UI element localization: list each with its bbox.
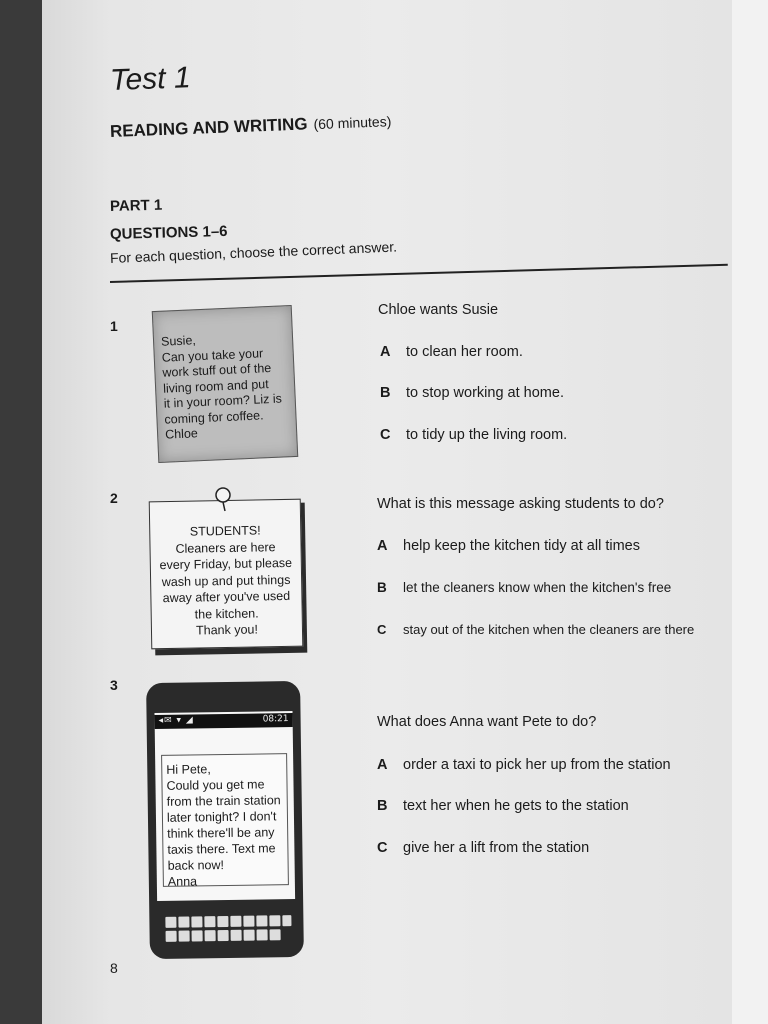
question-number-1: 1 xyxy=(110,318,118,334)
book-page xyxy=(42,0,732,1024)
background-strip xyxy=(732,0,768,1024)
phone-keyboard xyxy=(159,911,294,953)
phone-image xyxy=(146,681,304,959)
notice-line: STUDENTS! xyxy=(189,523,261,539)
instruction-text: For each question, choose the correct answer. xyxy=(109,238,398,266)
message-line: Hi Pete, xyxy=(166,762,211,777)
option-3b[interactable]: B text her when he gets to the station xyxy=(377,798,629,814)
handwritten-note-image xyxy=(152,305,298,463)
message-line: later tonight? I don't xyxy=(166,809,277,825)
section-title-text: READING AND WRITING xyxy=(109,114,308,141)
status-icons: ◂✉ ▾ ◢ xyxy=(158,715,194,726)
message-line: taxis there. Text me xyxy=(167,841,276,857)
note-line: Susie, xyxy=(160,333,197,349)
option-3c[interactable]: C give her a lift from the station xyxy=(377,840,590,856)
note-line: it in your room? Liz is xyxy=(163,391,283,411)
note-line: Chloe xyxy=(164,426,199,442)
note-line: coming for coffee. xyxy=(164,407,264,427)
phone-status-bar xyxy=(155,713,293,729)
note-line: Can you take your xyxy=(161,345,264,365)
option-2a[interactable]: A help keep the kitchen tidy at all times xyxy=(377,538,640,554)
option-3a[interactable]: A order a taxi to pick her up from the station xyxy=(377,757,671,773)
notice-line: Thank you! xyxy=(195,622,259,638)
section-title xyxy=(110,111,392,142)
question-stem-1: Chloe wants Susie xyxy=(378,302,499,318)
message-line: think there'll be any xyxy=(167,825,275,841)
notice-line: wash up and put things xyxy=(161,572,291,589)
question-stem-3: What does Anna want Pete to do? xyxy=(377,714,597,730)
note-line: living room and put xyxy=(162,376,269,396)
message-line: Could you get me xyxy=(166,777,265,793)
option-2c[interactable]: C stay out of the kitchen when the cleaners are there xyxy=(377,622,695,637)
pin-icon xyxy=(212,486,234,512)
section-duration: (60 minutes) xyxy=(313,113,392,133)
text-message xyxy=(161,753,289,887)
option-2b[interactable]: B let the cleaners know when the kitchen's free xyxy=(377,580,672,595)
message-line: back now! xyxy=(167,858,225,873)
part-heading: PART 1 xyxy=(109,196,163,215)
message-line: Anna xyxy=(167,874,198,889)
option-1c[interactable]: C to tidy up the living room. xyxy=(380,427,568,443)
question-number-2: 2 xyxy=(110,490,118,506)
page-number: 8 xyxy=(110,960,118,976)
option-1a[interactable]: A to clean her room. xyxy=(380,344,523,360)
option-1b[interactable]: B to stop working at home. xyxy=(380,385,564,401)
divider-line xyxy=(110,264,728,283)
notice-line: every Friday, but please xyxy=(159,555,293,573)
notice-line: the kitchen. xyxy=(194,605,259,622)
kitchen-notice-image xyxy=(149,499,304,650)
question-stem-2: What is this message asking students to do? xyxy=(377,496,664,512)
note-line: work stuff out of the xyxy=(162,360,272,380)
notice-line: Cleaners are here xyxy=(175,539,276,556)
notice-line: away after you've used xyxy=(162,588,291,606)
phone-time: 08:21 xyxy=(262,714,289,725)
test-title: Test 1 xyxy=(109,61,192,97)
message-line: from the train station xyxy=(166,793,281,809)
question-number-3: 3 xyxy=(110,677,118,693)
questions-heading: QUESTIONS 1–6 xyxy=(109,222,228,243)
